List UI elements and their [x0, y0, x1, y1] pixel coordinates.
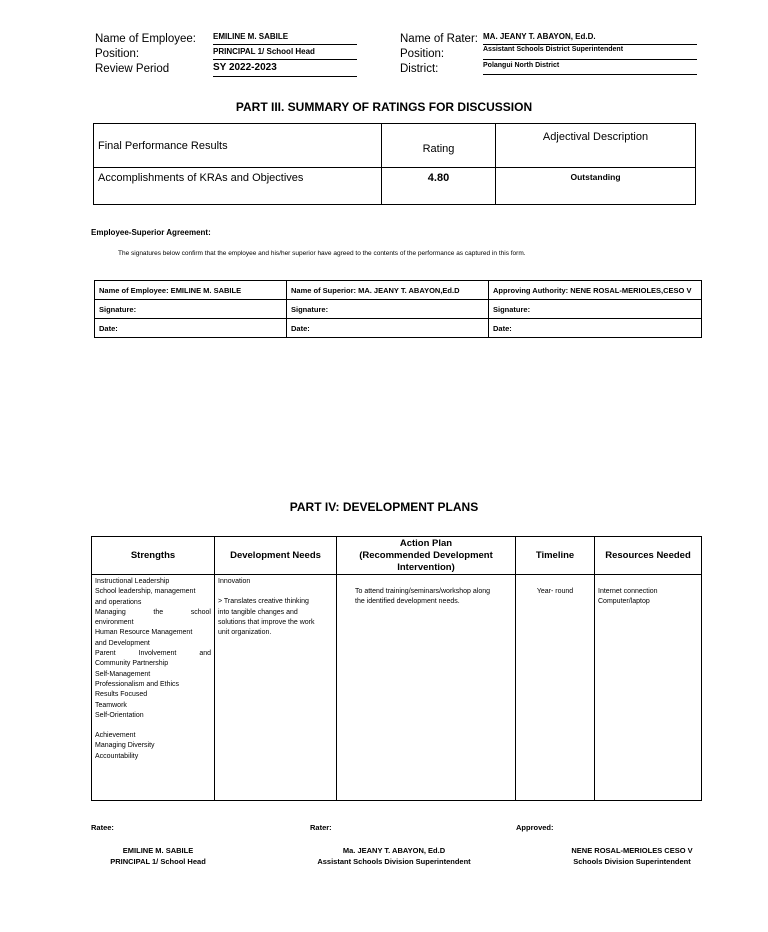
col-resources-needed: Resources Needed	[595, 537, 702, 575]
agreement-text: The signatures below confirm that the employee and his/her superior have agreed to the contents of the performance as captured in this form.	[118, 250, 526, 257]
employee-label: Name of Employee:	[95, 33, 196, 45]
needs-line: unit organization.	[218, 629, 272, 637]
district-value: Polangui North District	[483, 62, 697, 75]
position-label: Position:	[95, 48, 140, 60]
development-plans-table	[91, 536, 702, 801]
review-period-label: Review Period	[95, 63, 170, 75]
strength-line: Community Partnership	[95, 660, 169, 668]
superior-date-cell: Date:	[287, 319, 489, 338]
timeline-cell	[516, 575, 595, 801]
rating-value: 4.80	[382, 168, 496, 205]
authority-date-cell: Date:	[489, 319, 702, 338]
strength-line: Managing Diversity	[95, 742, 155, 750]
agreement-title: Employee-Superior Agreement:	[91, 228, 211, 237]
resource-line: Computer/laptop	[598, 598, 650, 606]
kra-row-label: Accomplishments of KRAs and Objectives	[94, 168, 382, 205]
strength-line: environment	[95, 619, 134, 627]
col-development-needs: Development Needs	[215, 537, 337, 575]
approver-position: Schools Division Superintendent	[573, 857, 691, 866]
agreement-table	[94, 280, 702, 338]
rater-value: MA. JEANY T. ABAYON, Ed.D.	[483, 32, 697, 45]
needs-line: > Translates creative thinking	[218, 598, 309, 606]
col-strengths: Strengths	[92, 537, 215, 575]
employee-signature-cell: Signature:	[95, 300, 287, 319]
rater-name: Ma. JEANY T. ABAYON, Ed.D	[342, 846, 446, 855]
adjectival-value: Outstanding	[496, 168, 696, 205]
approver-signatory	[560, 845, 704, 867]
superior-name-cell: Name of Superior: MA. JEANY T. ABAYON,Ed.D	[287, 281, 489, 300]
action-plan-heading-line-3: Intervention)	[397, 561, 455, 573]
col-timeline: Timeline	[516, 537, 595, 575]
employee-date-cell: Date:	[95, 319, 287, 338]
resource-line: Internet connection	[598, 588, 658, 595]
strength-line: Self-Orientation	[95, 711, 144, 719]
rater-label: Name of Rater:	[400, 33, 478, 45]
district-label: District:	[400, 63, 439, 75]
strength-line-blank	[95, 721, 211, 731]
part3-title: PART III. SUMMARY OF RATINGS FOR DISCUSSION	[235, 100, 533, 114]
part4-title: PART IV: DEVELOPMENT PLANS	[289, 500, 479, 514]
approved-label: Approved:	[516, 823, 554, 832]
strength-line: Managing the school	[95, 608, 211, 616]
strength-line: Self-Management	[95, 670, 151, 678]
rater-footer-label: Rater:	[310, 823, 332, 832]
timeline-value: Year- round	[536, 588, 574, 595]
ratee-position: PRINCIPAL 1/ School Head	[110, 857, 206, 866]
col-action-plan	[337, 537, 516, 575]
rater-position-value: Assistant Schools District Superintendent	[483, 46, 697, 60]
strength-line: Results Focused	[95, 691, 148, 699]
needs-line-blank	[218, 587, 333, 597]
employee-value: EMILINE M. SABILE	[213, 32, 357, 45]
col-adjectival-description: Adjectival Description	[496, 124, 696, 168]
needs-line: into tangible changes and	[218, 608, 298, 616]
strength-line: Achievement	[95, 732, 136, 740]
strength-line: Instructional Leadership	[95, 578, 170, 585]
needs-line: Innovation	[218, 578, 251, 585]
development-needs-cell	[215, 575, 337, 801]
rater-position-label: Position:	[400, 48, 445, 60]
strength-line: School leadership, management	[95, 588, 196, 596]
ratee-name: EMILINE M. SABILE	[122, 846, 194, 855]
action-plan-heading-line-2: (Recommended Development	[359, 549, 493, 561]
position-value: PRINCIPAL 1/ School Head	[213, 47, 357, 60]
strength-line: Accountability	[95, 752, 139, 760]
action-plan-line: To attend training/seminars/workshop along	[355, 588, 491, 595]
action-plan-line: the identified development needs.	[355, 598, 460, 606]
rater-signatory	[302, 845, 486, 867]
strength-line: and operations	[95, 598, 142, 606]
rater-position: Assistant Schools Division Superintendent	[317, 857, 471, 866]
strength-line: Teamwork	[95, 701, 127, 709]
authority-signature-cell: Signature:	[489, 300, 702, 319]
needs-line: solutions that improve the work	[218, 618, 315, 626]
strength-line: and Development	[95, 639, 150, 647]
ratee-signatory	[98, 845, 218, 867]
employee-name-cell: Name of Employee: EMILINE M. SABILE	[95, 281, 287, 300]
ratings-summary-table	[93, 123, 696, 205]
strength-line: Professionalism and Ethics	[95, 680, 180, 688]
review-period-value: SY 2022-2023	[213, 62, 357, 77]
action-plan-heading-line-1: Action Plan	[399, 537, 453, 549]
strengths-cell	[92, 575, 215, 801]
superior-signature-cell: Signature:	[287, 300, 489, 319]
approving-authority-cell: Approving Authority: NENE ROSAL-MERIOLES,CESO V	[489, 281, 702, 300]
approver-name: NENE ROSAL-MERIOLES CESO V	[571, 846, 693, 855]
col-rating: Rating	[382, 124, 496, 168]
resources-cell	[595, 575, 702, 801]
strength-line: Human Resource Management	[95, 629, 193, 637]
action-plan-cell	[337, 575, 516, 801]
col-final-performance-results: Final Performance Results	[94, 124, 382, 168]
strength-line: Parent Involvement and	[95, 650, 211, 658]
ratee-label: Ratee:	[91, 823, 114, 832]
